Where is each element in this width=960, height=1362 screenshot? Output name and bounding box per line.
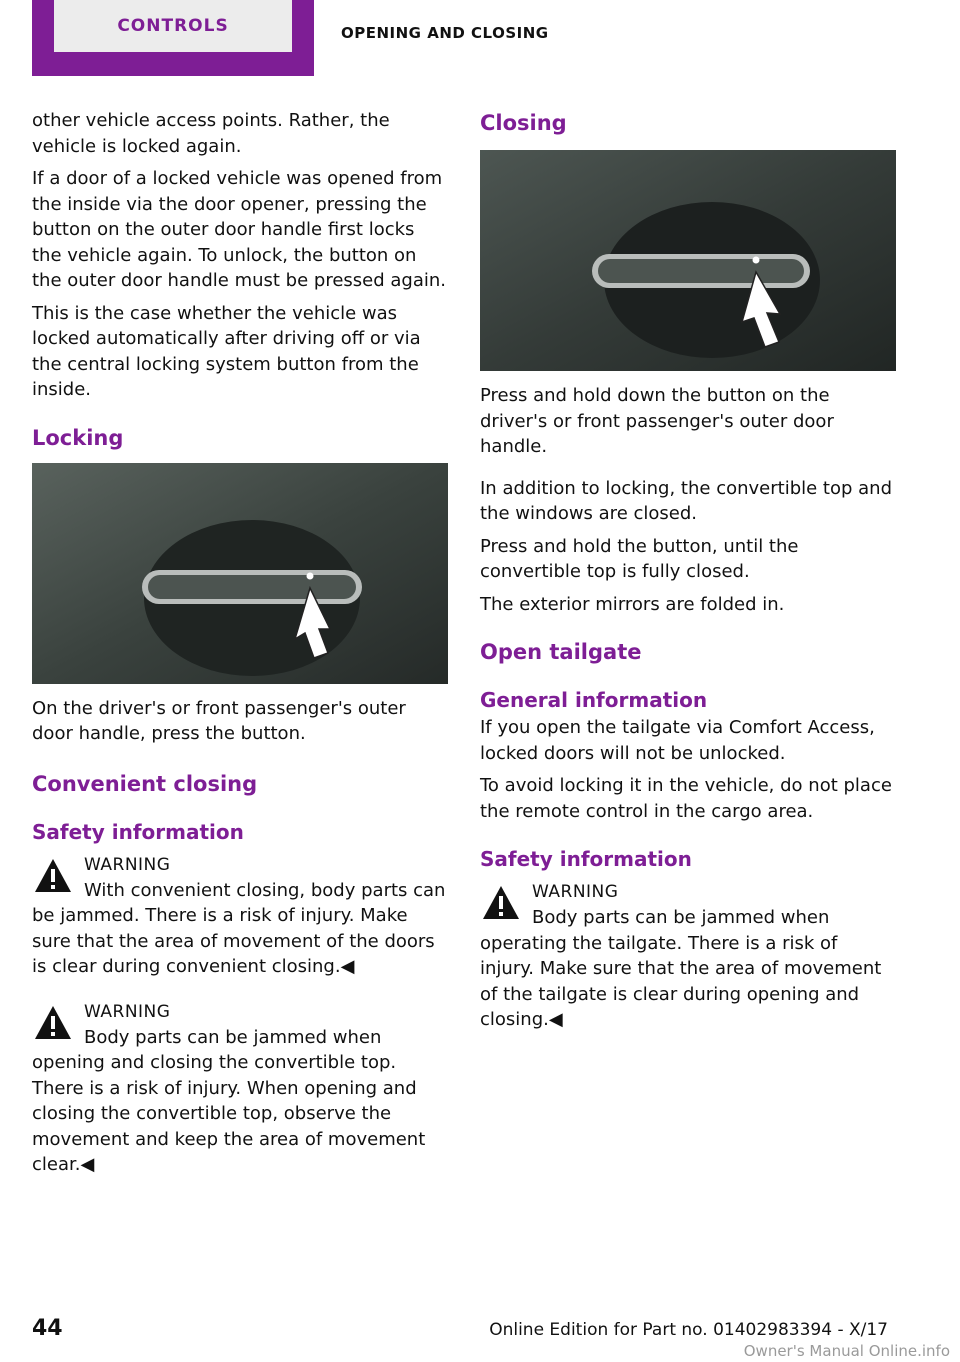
- paragraph: To avoid locking it in the vehicle, do not place the remote control in the cargo area.: [480, 775, 892, 822]
- warning-title: WARNING: [84, 1001, 171, 1022]
- locking-heading: Locking: [32, 425, 124, 450]
- open-tailgate-heading: Open tailgate: [480, 640, 642, 664]
- warning-box: [480, 880, 896, 1033]
- door-handle-photo: [32, 463, 448, 684]
- chapter-tab[interactable]: [32, 0, 314, 76]
- warning-title: WARNING: [532, 882, 619, 902]
- paragraph: If you open the tailgate via Comfort Access, locked doors will not be unlocked.: [480, 717, 875, 764]
- paragraph: The exterior mirrors are folded in.: [480, 593, 785, 615]
- warning-text: Body parts can be jammed when operating the tailgate. There is a risk of injury. Make sure that the area of movement of the tailgate is clear during opening and closing.◀: [480, 907, 882, 1030]
- general-information-heading: General information: [480, 688, 708, 712]
- page-number: 44: [32, 1316, 63, 1341]
- photo-caption: Press and hold down the button on the driver's or front passenger's outer door handle.: [480, 385, 834, 457]
- warning-box: [32, 1000, 448, 1178]
- warning-text: Body parts can be jammed when opening and closing the convertible top. There is a risk of injury. When opening and closing the convertible top, observe the movement and keep the area of movement clear.◀: [32, 1026, 426, 1175]
- left-column: [32, 108, 448, 1178]
- paragraph: If a door of a locked vehicle was opened from the inside via the door opener, pressing the button on the outer door handle first locks the vehicle again. To unlock, the button on the outer door handle must be pressed again.: [32, 168, 446, 291]
- chapter-tab-label: CONTROLS: [54, 0, 292, 52]
- warning-box: [32, 853, 448, 980]
- warning-triangle-icon: [32, 1002, 74, 1044]
- photo-caption: On the driver's or front passenger's outer door handle, press the button.: [32, 697, 406, 744]
- door-handle-photo: [480, 150, 896, 371]
- safety-heading: Safety information: [480, 847, 692, 871]
- warning-triangle-icon: [32, 855, 74, 897]
- edition-line: Online Edition for Part no. 01402983394 - X/17: [489, 1320, 888, 1340]
- warning-title: WARNING: [84, 854, 171, 875]
- warning-triangle-icon: [480, 882, 522, 924]
- paragraph: In addition to locking, the convertible top and the windows are closed.: [480, 477, 892, 524]
- convenient-closing-heading: Convenient closing: [32, 771, 258, 796]
- paragraph: Press and hold the button, until the convertible top is fully closed.: [480, 535, 799, 582]
- warning-text: With convenient closing, body parts can be jammed. There is a risk of injury. Make sure that the area of movement of the doors is clear during convenient closing.◀: [32, 879, 446, 977]
- closing-heading: Closing: [480, 111, 567, 135]
- paragraph: other vehicle access points. Rather, the vehicle is locked again.: [32, 110, 390, 157]
- safety-heading: Safety information: [32, 819, 244, 844]
- section-title: OPENING AND CLOSING: [341, 24, 549, 42]
- right-column: [480, 108, 896, 1033]
- paragraph: This is the case whether the vehicle was locked automatically after driving off or via the central locking system button from the inside.: [32, 302, 421, 400]
- watermark: Owner's Manual Online.info: [743, 1342, 950, 1360]
